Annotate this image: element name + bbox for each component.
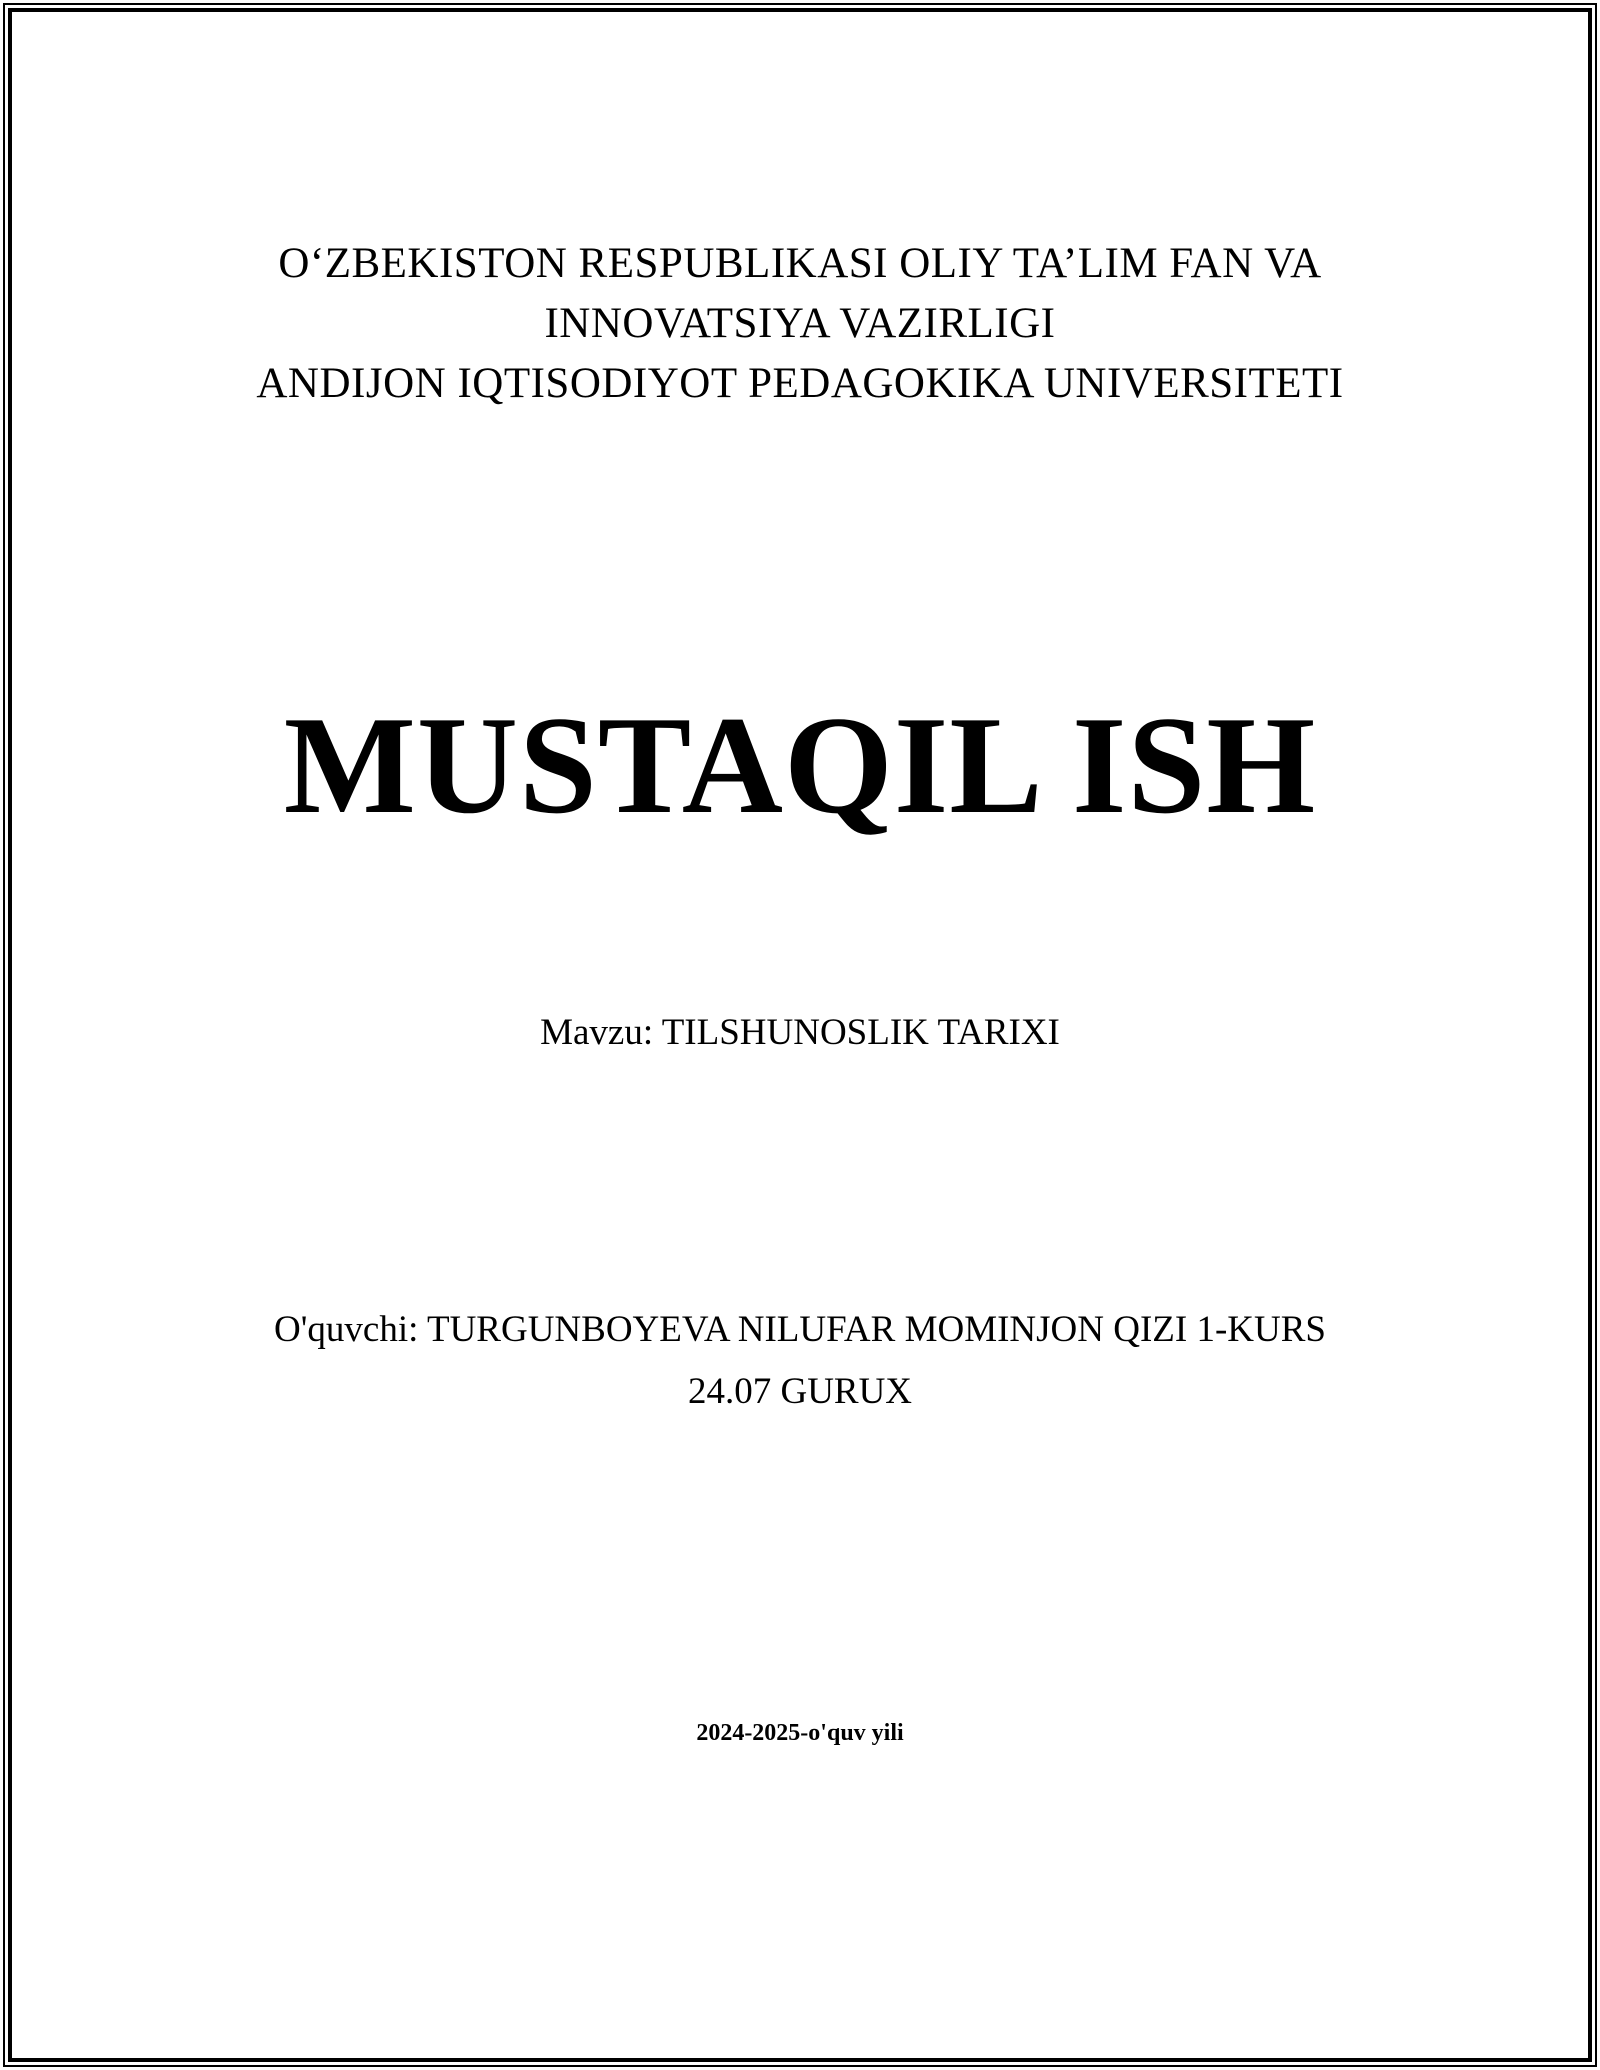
student-info-block xyxy=(12,1299,1588,1423)
header-line-ministry-1: O‘ZBEKISTON RESPUBLIKASI OLIY TA’LIM FAN VA xyxy=(278,240,1322,287)
document-title: MUSTAQIL ISH xyxy=(283,688,1317,843)
academic-year-line: 2024-2025-o'quv yili xyxy=(696,1720,904,1746)
ministry-university-header xyxy=(12,234,1588,414)
header-line-ministry-2: INNOVATSIYA VAZIRLIGI xyxy=(544,300,1056,347)
topic-line: Mavzu: TILSHUNOSLIK TARIXI xyxy=(540,1012,1060,1053)
outer-border-frame xyxy=(3,3,1597,2067)
inner-border-frame xyxy=(8,8,1592,2062)
student-name-line: O'quvchi: TURGUNBOYEVA NILUFAR MOMINJON QIZI 1-KURS xyxy=(274,1309,1326,1350)
header-line-university: ANDIJON IQTISODIYOT PEDAGOKIKA UNIVERSITETI xyxy=(256,360,1344,407)
student-group-line: 24.07 GURUX xyxy=(687,1371,913,1412)
